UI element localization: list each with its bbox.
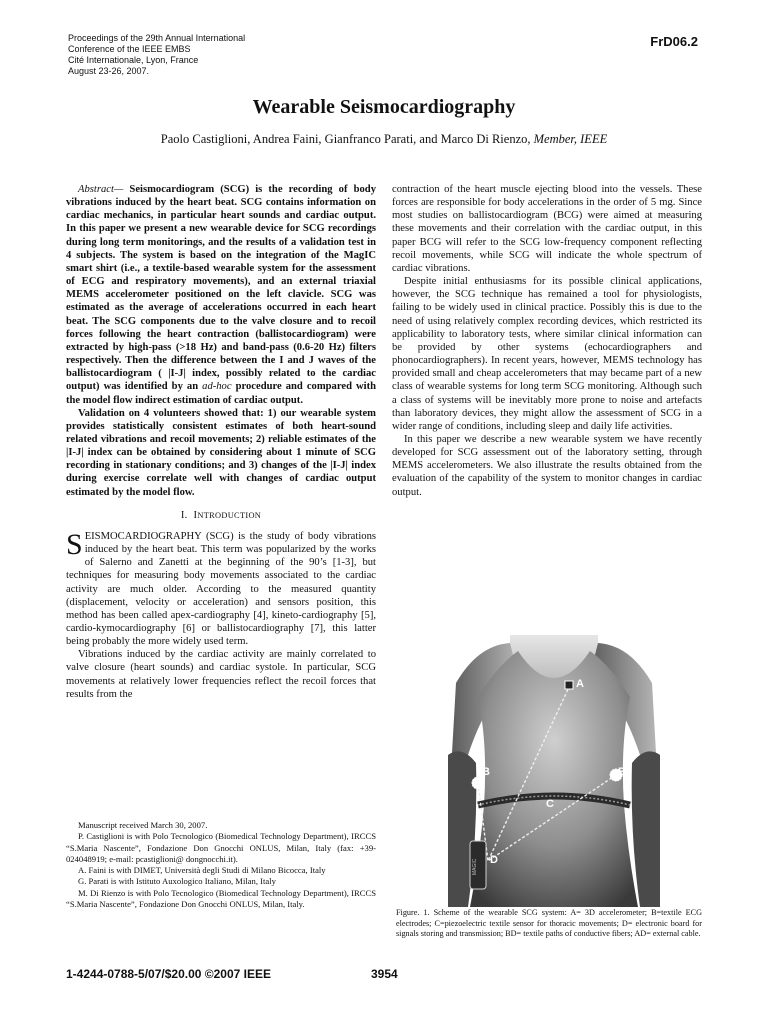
abstract-text-a: Seismocardiogram (SCG) is the recording of body vibrations induced by the heart beat. SCG contains information on cardiac mechanics, in particular heart sounds and cardiac output. In this paper we present a new wearable device for SCG recordings during long term monitorings, and the results of a validation test in 4 subjects. The system is based on the integration of the MagIC smart shirt (i.e., a textile-based wearable system for the assessment of ECG and respiratory movements), and an external triaxial MEMS accelerometer positioned on the left clavicle. SCG was estimated as the average of accelerations occurred in each heart beat. The SCG components due to the valve closure and to recoil forces following the heart contraction (ballistocardiogram) were extracted by high-pass (>18 Hz) and band-pass (0.6-20 Hz) filters respectively. Then the difference between the I and J waves of the ballistocardiogram ( |I-J| index, possibly related to the cardiac output) was identified by an [66,184,376,393]
figure-wearable-system-image [448,635,660,907]
author-list [0,132,768,147]
device-label: MAGIC [472,858,478,875]
intro-caps: EISMOCARDIOGRAPHY [84,530,202,542]
section-title-rest: NTRODUCTION [197,510,262,520]
figure-caption: Figure. 1. Scheme of the wearable SCG system: A= 3D accelerometer; B=textile ECG electrodes; C=piezoelectric textile sensor for thoracic movements; D= electronic board for signals storing and transmission; BD= textile paths of conductive fibers; AD= external cable. [396,908,702,939]
paper-title: Wearable Seismocardiography [252,96,516,118]
figure-1 [448,635,660,907]
copyright-line: 1-4244-0788-5/07/$20.00 ©2007 IEEE [66,967,271,981]
marker-label-c: C [546,798,554,810]
abstract-paragraph [66,183,376,407]
intro-paragraph-4: Despite initial enthusiasms for its possible clinical applications, however, the SCG technique has remained a tool for physiologists, failing to be widely used in clinical practice. Possibly this is due to the need of using relatively complex recording devices, which restricted its applicability to laboratory tests, where similar clinical information can be provided by other systems (echocardiographers and phonocardiographers). In recent years, however, MEMS technology has provided small and cheap accelerometers that may became part of a new class of wearable systems for long term SCG monitoring. Although such a class of systems will be inevitably more prone to noise and artefacts than laboratory devices, they might allow the assessment of SCG in a wider range of conditions, including sleep and daily life activities. [392,276,702,432]
section-number: I. [180,509,188,521]
abstract [66,183,376,499]
right-column [392,183,702,499]
abstract-text-b: procedure and compared with the model flow indirect estimation of cardiac output. [66,381,377,406]
conference-line: Proceedings of the 29th Annual International [68,33,246,43]
footnotes [66,820,376,910]
intro-paragraph-1 [66,527,376,648]
page-number: 3954 [371,967,398,981]
marker-label-d: D [490,854,498,866]
author-membership: Member, IEEE [533,132,608,146]
accelerometer-marker [565,681,573,689]
marker-label-b-right: B [618,766,626,778]
footnote: M. Di Rienzo is with Polo Tecnologico (Biomedical Technology Department), IRCCS “S.Maria Nascente”, Fondazione Don Gnocchi ONLUS, Milan, Italy. [66,887,376,910]
conference-line: August 23-26, 2007. [68,66,150,76]
session-code: FrD06.2 [650,34,698,49]
abstract-paragraph-2: Validation on 4 volunteers showed that: 1) our wearable system provides statistically consistent estimates of both heart-sound related vibrations and recoil movements; 2) reliable estimates of the |I-J| index can be obtained by considering about 1 minute of SCG recording in stationary conditions; and 3) changes of the |I-J| index during exercise correlate well with changes of cardiac output estimated by the model flow. [66,407,376,498]
drop-cap: S [66,527,83,561]
intro-paragraph-3: contraction of the heart muscle ejecting blood into the vessels. These forces are responsible for body accelerations in the order of 5 mg. Since most studies on ballistocardiogram (BCG) were aimed at measuring these movements and their correlation with the cardiac output, in this paper BCG will refer to the SCG low-frequency component reflecting recoil movements, while SCG will indicate the whole spectrum of cardiac vibrations. [392,184,702,274]
abstract-dash: — [113,184,124,195]
intro-text: (SCG) is the study of body vibrations induced by the heart beat. This term was popularized by the works of Salerno and Zanetti at the beginning of the 90’s [1-3], but techniques for measuring body movements associated to the cardiac activity are much older. According to the measured quantity (displacement, velocity or acceleration) and sensors position, this method has been called apex-cardiography [4], kineto-cardiography [5], cardio-kymocardiography [6] or ballistocardiography [7], this latter being probably the more widely used term. [66,530,376,648]
authors-names: Paolo Castiglioni, Andrea Faini, Gianfranco Parati, and Marco Di Rienzo, [160,132,531,146]
abstract-italic: ad-hoc [202,381,232,393]
conference-line: Conference of the IEEE EMBS [68,44,191,54]
section-heading-introduction [66,509,376,522]
footnote: Manuscript received March 30, 2007. [78,820,208,830]
abstract-heading: Abstract [78,184,114,195]
intro-paragraph-5: In this paper we describe a new wearable system we have recently developed for SCG assessment out of the laboratory setting, through MEMS accelerometers. We also illustrate the results obtained from the evaluation of the capability of the system to monitor changes in cardiac output. [392,433,702,498]
ecg-electrode-left [472,777,484,789]
footnote: G. Parati is with Istituto Auxologico Italiano, Milan, Italy [78,876,276,887]
footnote: A. Faini is with DIMET, Università degli Studi di Milano Bicocca, Italy [78,865,326,876]
section-title-first: I [193,509,198,521]
intro-paragraph-2: Vibrations induced by the cardiac activity are mainly correlated to valve closure (heart sounds) and cardiac systole. In particular, SCG movements at relatively lower frequencies reflect the recoil forces that results from the [66,649,376,700]
marker-label-b-left: B [482,766,490,778]
conference-line: Cité Internationale, Lyon, France [68,55,199,65]
marker-label-a: A [576,678,584,690]
left-column [66,183,376,701]
conference-info [68,33,328,77]
footnote: P. Castiglioni is with Polo Tecnologico (Biomedical Technology Department), IRCCS “S.Maria Nascente”, Fondazione Don Gnocchi ONLUS, Milan, Italy (fax: +39-024048919; e-mail: pcastiglioni@ dongnocchi.it). [66,831,376,864]
